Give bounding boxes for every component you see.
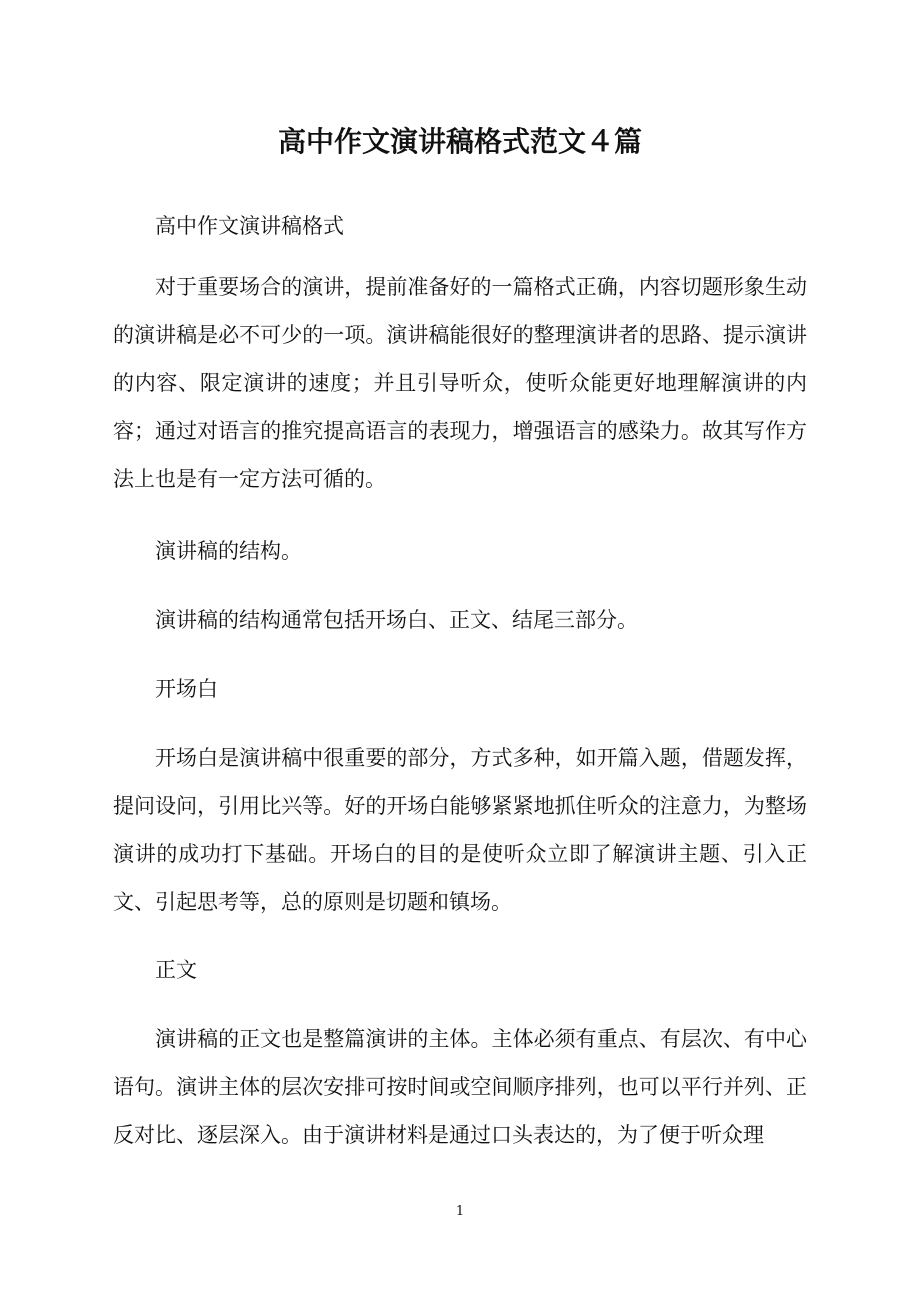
body-paragraph: 演讲稿的正文也是整篇演讲的主体。主体必须有重点、有层次、有中心语句。演讲主体的层次安排可按时间或空间顺序排列，也可以平行并列、正反对比、逐层深入。由于演讲材料是通过口头表达的，为了便于听众理 [113, 1027, 807, 1147]
section-heading: 正文 [155, 958, 197, 982]
document-title: 高中作文演讲稿格式范文４篇 [277, 125, 642, 158]
section-heading: 演讲稿的结构。 [155, 539, 302, 563]
body-paragraph: 开场白是演讲稿中很重要的部分，方式多种，如开篇入题，借题发挥，提问设问，引用比兴等。好的开场白能够紧紧地抓住听众的注意力，为整场演讲的成功打下基础。开场白的目的是使听众立即了解演讲主题、引入正文、引起思考等，总的原则是切题和镇场。 [113, 746, 807, 914]
section-heading: 高中作文演讲稿格式 [155, 214, 344, 238]
body-paragraph: 对于重要场合的演讲，提前准备好的一篇格式正确，内容切题形象生动的演讲稿是必不可少的一项。演讲稿能很好的整理演讲者的思路、提示演讲的内容、限定演讲的速度；并且引导听众，使听众能更好地理解演讲的内容；通过对语言的推究提高语言的表现力，增强语言的感染力。故其写作方法上也是有一定方法可循的。 [113, 275, 807, 491]
page-number: 1 [455, 1204, 465, 1219]
section-heading: 开场白 [155, 677, 218, 701]
body-paragraph: 演讲稿的结构通常包括开场白、正文、结尾三部分。 [155, 608, 638, 632]
